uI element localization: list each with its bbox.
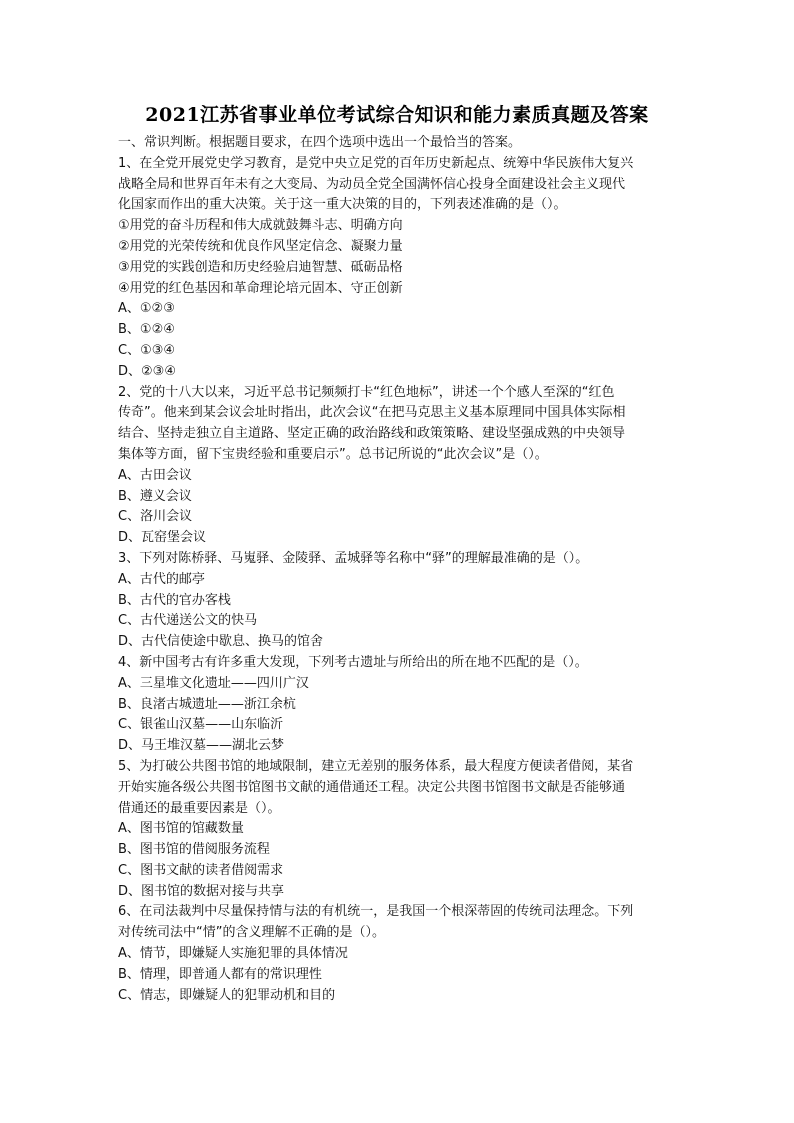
text-line: D、马王堆汉墓——湖北云梦 [118,738,285,754]
text-line: 传奇”。他来到某会议会址时指出，此次会议“在把马克思主义基本原理同中国具体实际相 [118,405,626,421]
text-line: C、①③④ [118,342,176,358]
text-line: ③用党的实践创造和历史经验启迪智慧、砥砺品格 [118,259,403,275]
text-line: A、图书馆的馆藏数量 [118,821,244,837]
text-line: D、瓦窑堡会议 [118,530,207,546]
text-line: B、古代的官办客栈 [118,592,231,608]
text-line: 开始实施各级公共图书馆图书文献的通借通还工程。决定公共图书馆图书文献是否能够通 [118,779,626,795]
text-line: D、图书馆的数据对接与共享 [118,883,285,899]
text-line: D、②③④ [118,363,176,379]
text-line: A、①②③ [118,301,175,317]
text-line: A、古田会议 [118,467,192,483]
text-line: 战略全局和世界百年未有之大变局、为动员全党全国满怀信心投身全面建设社会主义现代 [118,176,626,192]
text-line: A、古代的邮亭 [118,571,205,587]
text-line: 结合、坚持走独立自主道路、坚定正确的政治路线和政策策略、建设坚强成熟的中央领导 [118,426,626,442]
text-line: ②用党的光荣传统和优良作风坚定信念、凝聚力量 [118,238,403,254]
text-line: 1、在全党开展党史学习教育，是党中央立足党的百年历史新起点、统筹中华民族伟大复兴 [118,155,634,171]
text-line: B、图书馆的借阅服务流程 [118,842,270,858]
text-line: B、遵义会议 [118,488,192,504]
text-line: B、良渚古城遗址——浙江余杭 [118,696,296,712]
text-line: 集体等方面，留下宝贵经验和重要启示”。总书记所说的“此次会议”是（）。 [118,446,548,462]
text-line: ①用党的奋斗历程和伟大成就鼓舞斗志、明确方向 [118,218,403,234]
text-line: 4、新中国考古有许多重大发现，下列考古遗址与所给出的所在地不匹配的是（）。 [118,654,588,670]
text-line: 2、党的十八大以来，习近平总书记频频打卡“红色地标”，讲述一个个感人至深的“红色 [118,384,615,400]
text-line: C、古代递送公文的快马 [118,613,258,629]
text-line: C、图书文献的读者借阅需求 [118,862,284,878]
text-line: 对传统司法中“情”的含义理解不正确的是（）。 [118,925,385,941]
text-line: 3、下列对陈桥驿、马嵬驿、金陵驿、孟城驿等名称中“驿”的理解最准确的是（）。 [118,550,589,566]
text-line: B、情理，即普通人都有的常识理性 [118,966,322,982]
text-line: 6、在司法裁判中尽量保持情与法的有机统一，是我国一个根深蒂固的传统司法理念。下列 [118,904,634,920]
document-title: 2021江苏省事业单位考试综合知识和能力素质真题及答案 [145,104,649,126]
text-line: A、情节，即嫌疑人实施犯罪的具体情况 [118,946,348,962]
text-line: A、三星堆文化遗址——四川广汉 [118,675,309,691]
text-line: B、①②④ [118,322,175,338]
text-line: C、银雀山汉墓——山东临沂 [118,717,284,733]
text-line: 借通还的最重要因素是（）。 [118,800,281,816]
text-line: ④用党的红色基因和革命理论培元固本、守正创新 [118,280,403,296]
text-line: 5、为打破公共图书馆的地域限制，建立无差别的服务体系，最大程度方便读者借阅，某省 [118,758,634,774]
text-line: 化国家而作出的重大决策。关于这一重大决策的目的，下列表述准确的是（）。 [118,197,567,213]
text-line: 一、常识判断。根据题目要求，在四个选项中选出一个最恰当的答案。 [118,135,522,150]
text-line: C、洛川会议 [118,509,193,525]
text-line: C、情志，即嫌疑人的犯罪动机和目的 [118,987,336,1003]
text-line: D、古代信使途中歇息、换马的馆舍 [118,634,324,650]
document-body [118,133,678,1006]
